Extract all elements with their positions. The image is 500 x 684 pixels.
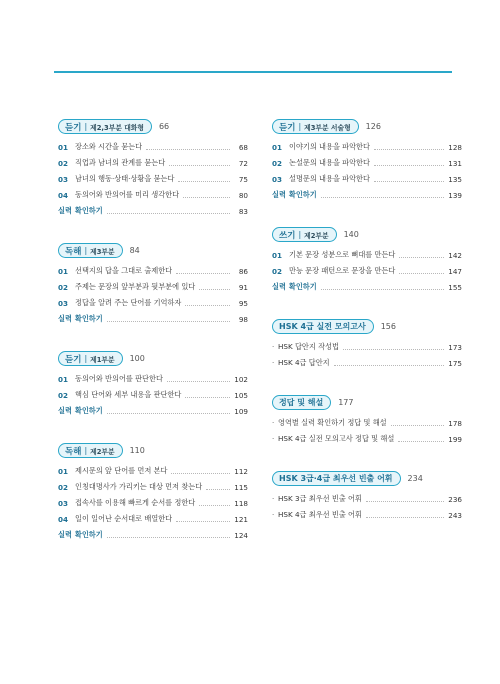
entry-number: 01 [58, 374, 69, 384]
toc-column-left [58, 119, 248, 567]
section-page-number: 66 [158, 122, 170, 131]
top-divider [54, 71, 452, 73]
section-title: 듣기 [279, 122, 296, 133]
section-page-number: 177 [338, 398, 354, 407]
section-title-badge[interactable] [58, 119, 152, 134]
review-label: 실력 [58, 206, 72, 215]
dot-leader [321, 284, 444, 290]
section-page-number: 126 [365, 122, 381, 131]
review-label: 실력 [58, 530, 72, 539]
entry-page-number: 86 [238, 266, 248, 276]
entry-page-number: 80 [238, 190, 248, 200]
section-heading [58, 351, 248, 366]
bullet-dot: · [272, 419, 275, 427]
toc-entry[interactable] [58, 155, 248, 171]
entry-title: 핵심 단어와 세부 내용을 판단한다 [75, 390, 182, 399]
entry-page-number: 147 [448, 266, 462, 276]
entry-number: 04 [58, 190, 69, 200]
section-title-badge[interactable] [272, 471, 401, 486]
entry-title: 영역별 실력 확인하기 정답 및 해설 [278, 418, 387, 427]
dot-leader [366, 512, 444, 518]
entry-page-number: 199 [448, 434, 462, 444]
entry-title: HSK 4급 실전 모의고사 정답 및 해설 [278, 434, 395, 443]
entry-title: HSK 4급 최우선 빈출 어휘 [278, 510, 362, 519]
entry-title: HSK 답안지 작성법 [278, 342, 339, 351]
section-title-badge[interactable] [272, 227, 337, 242]
section-title: 독해 [65, 446, 82, 457]
section-title-badge[interactable] [272, 119, 359, 134]
section-page-number: 100 [129, 354, 145, 363]
entry-page-number: 75 [238, 174, 248, 184]
toc-section [58, 443, 248, 543]
entry-number: 02 [272, 266, 283, 276]
bullet-dot: · [272, 435, 275, 443]
review-label: 실력 [58, 406, 72, 415]
toc-entry[interactable] [58, 295, 248, 311]
dot-leader [398, 436, 444, 442]
toc-entry[interactable] [272, 139, 462, 155]
entry-page-number: 131 [448, 158, 462, 168]
toc-entry[interactable] [272, 339, 462, 355]
review-entry[interactable] [58, 311, 248, 327]
review-entry[interactable] [58, 527, 248, 543]
entry-page-number: 139 [448, 190, 462, 200]
entry-title: 접속사를 이용해 빠르게 순서를 정한다 [75, 498, 196, 507]
entry-page-number: 173 [448, 342, 462, 352]
toc-entry[interactable] [58, 495, 248, 511]
entry-title: 선택지의 답을 그대로 출제한다 [75, 266, 173, 275]
section-title: 쓰기 [279, 230, 296, 241]
section-page-number: 140 [343, 230, 359, 239]
entry-page-number: 105 [234, 390, 248, 400]
entry-page-number: 142 [448, 250, 462, 260]
entry-title: 정답을 알려 주는 단어를 기억하자 [75, 298, 182, 307]
entry-page-number: 155 [448, 282, 462, 292]
entry-page-number: 102 [234, 374, 248, 384]
section-heading [58, 243, 248, 258]
section-title-badge[interactable] [58, 443, 123, 458]
section-subtitle: 제3부분 서술형 [304, 123, 351, 132]
entry-page-number: 83 [238, 206, 248, 216]
dot-leader [343, 344, 444, 350]
review-label: 실력 [58, 314, 72, 323]
toc-entry[interactable] [272, 155, 462, 171]
entry-number: 02 [272, 158, 283, 168]
toc-entry[interactable] [272, 431, 462, 447]
entry-title: 직업과 남녀의 관계를 묻는다 [75, 158, 166, 167]
dot-leader [146, 144, 230, 150]
entry-page-number: 68 [238, 142, 248, 152]
entry-title: 일이 일어난 순서대로 배열한다 [75, 514, 173, 523]
toc-entry[interactable] [58, 263, 248, 279]
toc-entry[interactable] [58, 463, 248, 479]
review-entry[interactable] [272, 187, 462, 203]
toc-section [272, 227, 462, 295]
entry-number: 02 [58, 158, 69, 168]
toc-entry[interactable] [272, 415, 462, 431]
entry-number: 01 [58, 142, 69, 152]
entry-title: 논설문의 내용을 파악한다 [289, 158, 370, 167]
dot-leader [399, 268, 444, 274]
entry-title: 인칭대명사가 가리키는 대상 먼저 찾는다 [75, 482, 203, 491]
entry-number: 03 [58, 298, 69, 308]
section-heading [58, 443, 248, 458]
review-label-suffix: 확인하기 [288, 282, 317, 291]
toc-entry[interactable] [272, 247, 462, 263]
entry-title: 주제는 문장의 앞부분과 뒷부분에 있다 [75, 282, 196, 291]
dot-leader [185, 300, 230, 306]
entry-number: 03 [272, 174, 283, 184]
review-label-suffix: 확인하기 [288, 190, 317, 199]
toc-section [58, 243, 248, 327]
entry-number: 03 [58, 498, 69, 508]
dot-leader [169, 160, 230, 166]
title-separator: | [84, 446, 88, 455]
toc-entry[interactable] [272, 263, 462, 279]
entry-page-number: 109 [234, 406, 248, 416]
entry-page-number: 135 [448, 174, 462, 184]
section-title: 듣기 [65, 122, 82, 133]
title-separator: | [84, 246, 88, 255]
dot-leader [399, 252, 444, 258]
dot-leader [391, 420, 444, 426]
section-heading [272, 471, 462, 486]
entry-title: HSK 4급 답안지 [278, 358, 330, 367]
review-label: 실력 [272, 190, 286, 199]
section-heading [272, 319, 462, 334]
entry-page-number: 243 [448, 510, 462, 520]
dot-leader [178, 176, 230, 182]
entry-page-number: 115 [234, 482, 248, 492]
entry-number: 01 [272, 250, 283, 260]
toc-section [272, 319, 462, 371]
section-heading [58, 119, 248, 134]
entry-title: 설명문의 내용을 파악한다 [289, 174, 370, 183]
review-entry[interactable] [272, 279, 462, 295]
section-title: 듣기 [65, 354, 82, 365]
title-separator: | [298, 230, 302, 239]
entry-page-number: 112 [234, 466, 248, 476]
toc-entry[interactable] [272, 355, 462, 371]
section-title-badge[interactable] [58, 243, 123, 258]
entry-number: 02 [58, 482, 69, 492]
toc-entry[interactable] [272, 507, 462, 523]
toc-entry[interactable] [58, 387, 248, 403]
section-page-number: 234 [407, 474, 423, 483]
review-label-suffix: 확인하기 [74, 206, 103, 215]
dot-leader [374, 160, 444, 166]
entry-number: 04 [58, 514, 69, 524]
dot-leader [176, 516, 230, 522]
entry-page-number: 124 [234, 530, 248, 540]
dot-leader [374, 144, 444, 150]
entry-title: HSK 3급 최우선 빈출 어휘 [278, 494, 362, 503]
toc-entry[interactable] [58, 187, 248, 203]
entry-page-number: 98 [238, 314, 248, 324]
section-subtitle: 제2,3부분 대화형 [90, 123, 144, 132]
section-page-number: 84 [129, 246, 140, 255]
dot-leader [199, 284, 230, 290]
title-separator: | [84, 354, 88, 363]
dot-leader [167, 376, 230, 382]
section-title-badge[interactable] [272, 395, 331, 410]
entry-number: 01 [58, 266, 69, 276]
toc-entry[interactable] [58, 511, 248, 527]
entry-page-number: 175 [448, 358, 462, 368]
section-title: HSK 3급·4급 최우선 빈출 어휘 [279, 474, 393, 483]
toc-entry[interactable] [58, 371, 248, 387]
dot-leader [366, 496, 444, 502]
entry-title: 남녀의 행동·상태·상황을 묻는다 [75, 174, 175, 183]
toc-entry[interactable] [272, 171, 462, 187]
section-subtitle: 제2부분 [90, 447, 115, 456]
entry-number: 02 [58, 282, 69, 292]
dot-leader [321, 192, 444, 198]
bullet-dot: · [272, 511, 275, 519]
entry-number: 02 [58, 390, 69, 400]
section-title: HSK 4급 실전 모의고사 [279, 322, 366, 331]
entry-page-number: 118 [234, 498, 248, 508]
section-heading [272, 395, 462, 410]
toc-entry[interactable] [58, 479, 248, 495]
entry-page-number: 236 [448, 494, 462, 504]
section-page-number: 156 [380, 322, 396, 331]
dot-leader [176, 268, 230, 274]
dot-leader [334, 360, 444, 366]
dot-leader [171, 468, 230, 474]
entry-page-number: 178 [448, 418, 462, 428]
toc-column-right [272, 119, 462, 547]
dot-leader [185, 392, 230, 398]
entry-page-number: 128 [448, 142, 462, 152]
review-label: 실력 [272, 282, 286, 291]
review-label-suffix: 확인하기 [74, 406, 103, 415]
bullet-dot: · [272, 495, 275, 503]
entry-title: 만능 문장 패턴으로 문장을 만든다 [289, 266, 396, 275]
entry-page-number: 91 [238, 282, 248, 292]
section-subtitle: 제3부분 [90, 247, 115, 256]
dot-leader [107, 532, 230, 538]
entry-number: 03 [58, 174, 69, 184]
section-title-badge[interactable] [272, 319, 374, 334]
section-title-badge[interactable] [58, 351, 123, 366]
bullet-dot: · [272, 343, 275, 351]
toc-entry[interactable] [58, 279, 248, 295]
toc-section [272, 395, 462, 447]
section-title: 독해 [65, 246, 82, 257]
dot-leader [199, 500, 230, 506]
review-entry[interactable] [58, 403, 248, 419]
entry-number: 01 [58, 466, 69, 476]
dot-leader [107, 316, 230, 322]
entry-number: 01 [272, 142, 283, 152]
toc-entry[interactable] [58, 139, 248, 155]
toc-section [272, 119, 462, 203]
section-page-number: 110 [129, 446, 145, 455]
title-separator: | [298, 122, 302, 131]
toc-entry[interactable] [272, 491, 462, 507]
dot-leader [374, 176, 444, 182]
review-label-suffix: 확인하기 [74, 314, 103, 323]
entry-page-number: 72 [238, 158, 248, 168]
section-heading [272, 227, 462, 242]
review-label-suffix: 확인하기 [74, 530, 103, 539]
entry-title: 기본 문장 성분으로 뼈대를 만든다 [289, 250, 396, 259]
review-entry[interactable] [58, 203, 248, 219]
entry-title: 장소와 시간을 묻는다 [75, 142, 143, 151]
dot-leader [107, 408, 230, 414]
bullet-dot: · [272, 359, 275, 367]
entry-title: 동의어와 반의어를 판단한다 [75, 374, 163, 383]
dot-leader [206, 484, 230, 490]
toc-entry[interactable] [58, 171, 248, 187]
entry-title: 이야기의 내용을 파악한다 [289, 142, 370, 151]
title-separator: | [84, 122, 88, 131]
dot-leader [183, 192, 230, 198]
entry-page-number: 95 [238, 298, 248, 308]
section-title: 정답 및 해설 [279, 398, 324, 407]
toc-section [272, 471, 462, 523]
section-subtitle: 제2부분 [304, 231, 329, 240]
toc-section [58, 119, 248, 219]
dot-leader [107, 208, 230, 214]
section-heading [272, 119, 462, 134]
section-subtitle: 제1부분 [90, 355, 115, 364]
toc-section [58, 351, 248, 419]
entry-title: 동의어와 반의어를 미리 생각한다 [75, 190, 180, 199]
entry-page-number: 121 [234, 514, 248, 524]
entry-title: 제시문의 앞 단어를 먼저 본다 [75, 466, 168, 475]
